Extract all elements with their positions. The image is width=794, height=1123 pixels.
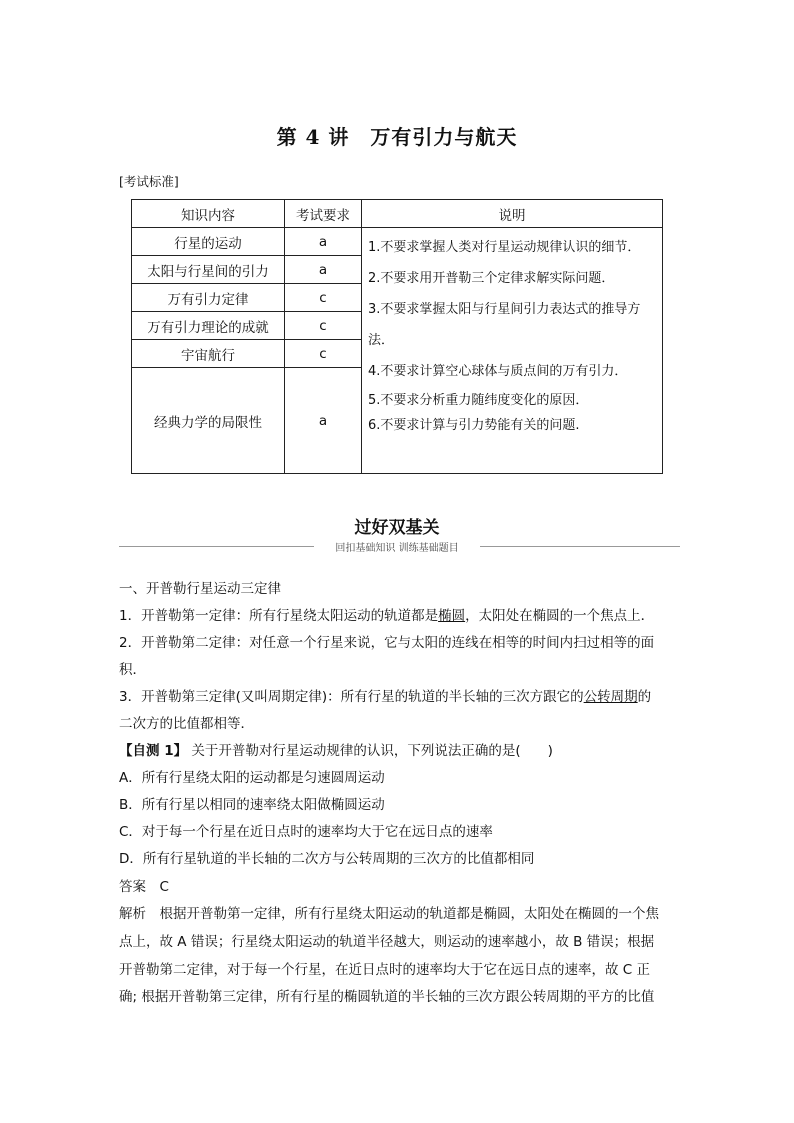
- heading-kepler-laws: 一、开普勒行星运动三定律: [119, 581, 281, 597]
- exam-standard-table: [131, 199, 663, 474]
- section-subtitle: 回扣基础知识 训练基础题目: [0, 539, 794, 554]
- header-notes: 说明: [362, 200, 663, 228]
- option-c: C．对于每一个行星在近日点时的速率均大于它在远日点的速率: [119, 824, 493, 840]
- self-test-tag: 【自测 1】: [119, 743, 188, 759]
- note-item: 3.不要求掌握太阳与行星间引力表达式的推导方法．: [368, 302, 641, 348]
- page-title: 第 4 讲 万有引力与航天: [276, 125, 518, 149]
- note-item: 6.不要求计算与引力势能有关的问题.: [368, 418, 580, 433]
- law-2-line-2: 积．: [119, 662, 146, 678]
- topic-cell: 万有引力理论的成就: [132, 312, 285, 340]
- note-item: 5.不要求分析重力随纬度变化的原因．: [368, 393, 589, 408]
- law-3: 3．开普勒第三定律(又叫周期定律)：所有行星的轨道的半长轴的三次方跟它的公转周期的: [119, 689, 652, 705]
- requirement-cell: a: [285, 368, 362, 474]
- law-1: 1．开普勒第一定律：所有行星绕太阳运动的轨道都是椭圆，太阳处在椭圆的一个焦点上．: [119, 608, 655, 624]
- requirement-cell: c: [285, 284, 362, 312]
- topic-cell: 经典力学的局限性: [132, 368, 285, 474]
- blank-answer: 公转周期: [583, 689, 638, 705]
- topic-cell: 太阳与行星间的引力: [132, 256, 285, 284]
- topic-cell: 万有引力定律: [132, 284, 285, 312]
- note-item: 4.不要求计算空心球体与质点间的万有引力．: [368, 364, 628, 379]
- explanation-line: 开普勒第二定律，对于每一个行星，在近日点时的速率均大于它在远日点的速率，故 C 正: [119, 962, 651, 978]
- note-item: 1.不要求掌握人类对行星运动规律认识的细节．: [368, 240, 641, 255]
- header-topic: 知识内容: [132, 200, 285, 228]
- option-a: A．所有行星绕太阳的运动都是匀速圆周运动: [119, 770, 385, 786]
- law-2-line-1: 2．开普勒第二定律：对任意一个行星来说，它与太阳的连线在相等的时间内扫过相等的面: [119, 635, 655, 651]
- explanation-line: 解析 根据开普勒第一定律，所有行星绕太阳运动的轨道都是椭圆，太阳处在椭圆的一个焦: [119, 906, 659, 922]
- note-item: 2.不要求用开普勒三个定律求解实际问题．: [368, 271, 615, 286]
- law-3-line-2: 二次方的比值都相等．: [119, 716, 254, 732]
- answer: 答案 C: [119, 879, 169, 895]
- requirement-cell: a: [285, 256, 362, 284]
- blank-answer: 椭圆: [438, 608, 466, 624]
- requirement-cell: c: [285, 312, 362, 340]
- requirement-cell: c: [285, 340, 362, 368]
- explanation-line: 点上，故 A 错误；行星绕太阳运动的轨道半径越大，则运动的速率越小，故 B 错误；根据: [119, 934, 655, 950]
- notes-cell: [362, 228, 663, 474]
- self-test-question: 【自测 1】 关于开普勒对行星运动规律的认识，下列说法正确的是( ): [119, 743, 553, 759]
- requirement-cell: a: [285, 228, 362, 256]
- exam-standard-label: [考试标准]: [119, 174, 179, 189]
- topic-cell: 宇宙航行: [132, 340, 285, 368]
- header-requirement: 考试要求: [285, 200, 362, 228]
- section-title: 过好双基关: [354, 518, 440, 538]
- option-d: D．所有行星轨道的半长轴的二次方与公转周期的三次方的比值都相同: [119, 851, 535, 867]
- explanation-line: 确; 根据开普勒第三定律，所有行星的椭圆轨道的半长轴的三次方跟公转周期的平方的比值: [119, 989, 655, 1005]
- option-b: B．所有行星以相同的速率绕太阳做椭圆运动: [119, 797, 385, 813]
- topic-cell: 行星的运动: [132, 228, 285, 256]
